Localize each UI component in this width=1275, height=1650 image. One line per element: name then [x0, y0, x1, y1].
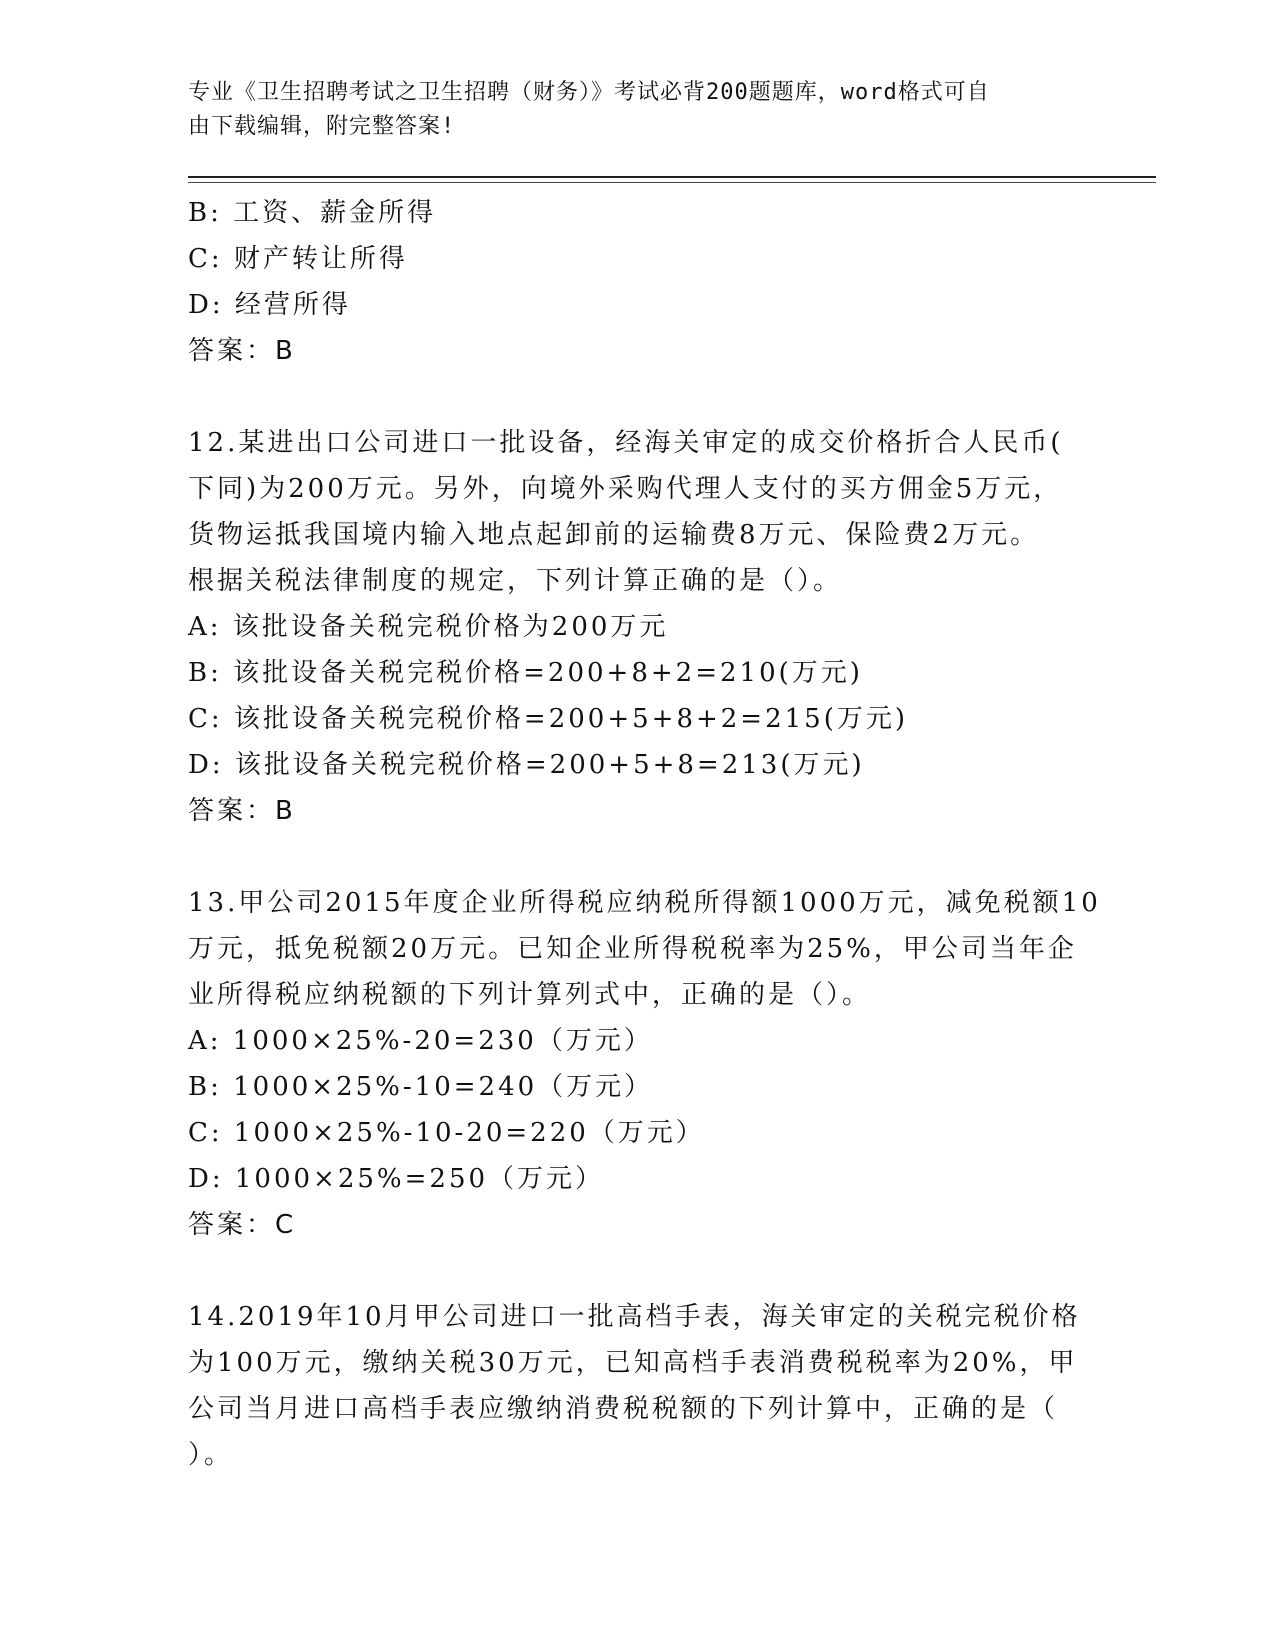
q13-stem-line-3: 业所得税应纳税额的下列计算列式中，正确的是（）。 — [188, 980, 872, 1010]
q11-option-b: B: 工资、薪金所得 — [188, 198, 437, 228]
question-13 — [188, 880, 1101, 1248]
question-11 — [188, 190, 1088, 374]
q14-stem-line-2: 为100万元，缴纳关税30万元，已知高档手表消费税税率为20%，甲 — [188, 1348, 1078, 1378]
q12-option-d: D: 该批设备关税完税价格=200+5+8=213(万元) — [188, 750, 865, 780]
header-divider-thick — [188, 176, 1156, 178]
q11-option-c: C: 财产转让所得 — [188, 244, 408, 274]
q13-option-a: A: 1000×25%-20=230（万元） — [188, 1026, 653, 1056]
q11-answer: 答案：B — [188, 336, 296, 366]
q14-stem-line-3: 公司当月进口高档手表应缴纳消费税税额的下列计算中，正确的是（ — [188, 1394, 1059, 1424]
q14-stem-line-1: 14.2019年10月甲公司进口一批高档手表，海关审定的关税完税价格 — [188, 1302, 1081, 1332]
spacer — [188, 1248, 1088, 1294]
q12-option-c: C: 该批设备关税完税价格=200+5+8+2=215(万元) — [188, 704, 909, 734]
q12-option-a: A: 该批设备关税完税价格为200万元 — [188, 612, 669, 642]
q13-answer: 答案：C — [188, 1210, 297, 1240]
header-line-1: 专业《卫生招聘考试之卫生招聘（财务）》考试必背200题题库，word格式可自 — [188, 80, 990, 105]
q13-option-b: B: 1000×25%-10=240（万元） — [188, 1072, 654, 1102]
q13-stem-line-2: 万元，抵免税额20万元。已知企业所得税税率为25%，甲公司当年企 — [188, 934, 1077, 964]
q13-option-c: C: 1000×25%-10-20=220（万元） — [188, 1118, 705, 1148]
spacer — [188, 834, 1088, 880]
q12-stem-line-1: 12.某进出口公司进口一批设备，经海关审定的成交价格折合人民币( — [188, 428, 1064, 458]
question-12 — [188, 420, 1088, 834]
document-body — [188, 190, 1101, 1478]
q13-option-d: D: 1000×25%=250（万元） — [188, 1164, 605, 1194]
header-divider-thin — [188, 182, 1156, 183]
q13-stem-line-1: 13.甲公司2015年度企业所得税应纳税所得额1000万元，减免税额10 — [188, 888, 1101, 918]
q12-stem-line-2: 下同)为200万元。另外，向境外采购代理人支付的买方佣金5万元， — [188, 474, 1063, 504]
document-header — [188, 76, 1068, 144]
q12-option-b: B: 该批设备关税完税价格=200+8+2=210(万元) — [188, 658, 863, 688]
spacer — [188, 374, 1088, 420]
q12-answer: 答案：B — [188, 796, 296, 826]
q12-stem-line-3: 货物运抵我国境内输入地点起卸前的运输费8万元、保险费2万元。 — [188, 520, 1040, 550]
question-14 — [188, 1294, 1088, 1478]
header-line-2: 由下载编辑，附完整答案! — [188, 114, 456, 139]
q12-stem-line-4: 根据关税法律制度的规定，下列计算正确的是（）。 — [188, 566, 843, 596]
q14-stem-line-4: ）。 — [188, 1440, 234, 1470]
q11-option-d: D: 经营所得 — [188, 290, 351, 320]
